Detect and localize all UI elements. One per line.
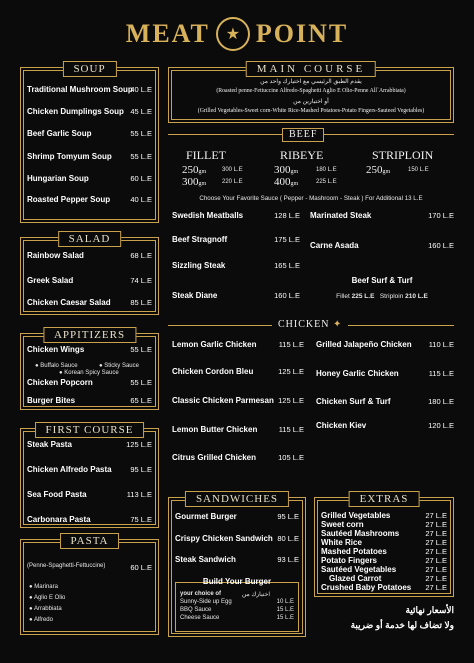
main-course-arabic-1: يقدم الطبق الرئيسي مع اختيارك واحد من bbox=[260, 79, 362, 85]
menu-item: Sweet corn 27 L.E bbox=[321, 520, 447, 529]
menu-item: Sea Food Pasta 113 L.E bbox=[27, 490, 152, 499]
main-course-arabic-2: أو اختيارين من bbox=[293, 99, 329, 105]
brand-name-right: POINT bbox=[255, 19, 349, 48]
menu-item: Crushed Baby Potatoes 27 L.E bbox=[321, 583, 447, 592]
menu-item: Gourmet Burger 95 L.E bbox=[175, 512, 299, 521]
pasta-sauce: ● Aglio E Olio bbox=[29, 595, 66, 601]
salad-title: SALAD bbox=[58, 231, 122, 247]
sauce-option: ● Korean Spicy Sauce bbox=[59, 370, 119, 376]
menu-item: Marinated Steak 170 L.E bbox=[310, 211, 454, 220]
extras-title: EXTRAS bbox=[349, 491, 420, 507]
menu-item: Chicken Alfredo Pasta 95 L.E bbox=[27, 465, 152, 474]
soup-section bbox=[20, 63, 159, 223]
menu-item: Potato Fingers 27 L.E bbox=[321, 556, 447, 565]
beef-weight: 300gm bbox=[274, 164, 299, 176]
appetizers-title: APPITIZERS bbox=[43, 327, 136, 343]
main-course-title: MAIN COURSE bbox=[246, 61, 376, 77]
menu-item: Lemon Butter Chicken 115 L.E bbox=[172, 425, 304, 434]
menu-item: Carbonara Pasta 75 L.E bbox=[27, 515, 152, 524]
menu-item: Mashed Potatoes 27 L.E bbox=[321, 547, 447, 556]
menu-item: Chicken Dumplings Soup 45 L.E bbox=[27, 107, 152, 116]
menu-item: Swedish Meatballs 128 L.E bbox=[172, 211, 300, 220]
beef-weight: 250gm bbox=[366, 164, 391, 176]
extras-section bbox=[314, 493, 454, 597]
pasta-types: (Penne-Spaghetti-Fettuccine) 60 L.E bbox=[27, 563, 152, 572]
menu-item: Greek Salad 74 L.E bbox=[27, 276, 152, 285]
menu-item: Sautéed Mashrooms 27 L.E bbox=[321, 529, 447, 538]
sandwiches-title: SANDWICHES bbox=[185, 491, 289, 507]
beef-price: 150 L.E bbox=[408, 167, 429, 173]
menu-item: Classic Chicken Parmesan 125 L.E bbox=[172, 396, 304, 405]
sauce-choice-line: Choose Your Favorite Sauce ( Pepper - Mashroom - Steak ) For Additional 13 L.E bbox=[199, 195, 423, 202]
beef-cut-name: RIBEYE bbox=[280, 148, 324, 162]
menu-item: Grilled Vegetables 27 L.E bbox=[321, 511, 447, 520]
first-course-title: FIRST COURSE bbox=[35, 422, 145, 438]
menu-item: Sizzling Steak 165 L.E bbox=[172, 261, 300, 270]
first-course-section bbox=[20, 424, 159, 528]
beef-cut-name: FILLET bbox=[186, 148, 226, 162]
no-tax-note: ولا تضاف لها خدمة أو ضريبة bbox=[350, 620, 454, 630]
menu-item: Chicken Kiev 120 L.E bbox=[316, 421, 454, 430]
menu-item: Chicken Surf & Turf 180 L.E bbox=[316, 397, 454, 406]
beef-weight: 250gm bbox=[182, 164, 207, 176]
beef-cut-name: STRIPLOIN bbox=[372, 148, 434, 162]
beef-price: 225 L.E bbox=[316, 179, 337, 185]
menu-item: Hungarian Soup 60 L.E bbox=[27, 174, 152, 183]
menu-item: Chicken Cordon Bleu 125 L.E bbox=[172, 367, 304, 376]
menu-item: Beef Stragnoff 175 L.E bbox=[172, 235, 300, 244]
beef-price: 300 L.E bbox=[222, 167, 243, 173]
brand-name-left: MEAT bbox=[125, 19, 210, 48]
menu-item: Crispy Chicken Sandwich 80 L.E bbox=[175, 534, 299, 543]
menu-item: Rainbow Salad 68 L.E bbox=[27, 251, 152, 260]
burger-addon: Cheese Sauce 15 L.E bbox=[180, 615, 294, 621]
chicken-title: CHICKEN ✦ bbox=[272, 319, 348, 331]
menu-item: Grilled Jalapeño Chicken 110 L.E bbox=[316, 340, 454, 349]
pasta-sauce: ● Alfredo bbox=[29, 617, 53, 623]
beef-weight: 400gm bbox=[274, 176, 299, 188]
sandwiches-section bbox=[168, 493, 306, 637]
build-your-burger-title: Build Your Burger bbox=[202, 577, 272, 586]
sauce-option: ● Buffalo Sauce bbox=[35, 363, 78, 369]
menu-item: Citrus Grilled Chicken 105 L.E bbox=[172, 453, 304, 462]
surf-turf-prices: Fillet 225 L.E Striploin 210 L.E bbox=[336, 293, 428, 300]
menu-item: Burger Bites 65 L.E bbox=[27, 396, 152, 405]
beef-weight: 300gm bbox=[182, 176, 207, 188]
main-course-sides-2: (Grilled Vegetables-Sweet corn-White Rice-Mashed Potatoes-Potato Fingers-Sauteed Vegetables) bbox=[197, 108, 425, 114]
pasta-sauce: ● Marinara bbox=[29, 584, 58, 590]
surf-turf-title: Beef Surf & Turf bbox=[351, 276, 413, 285]
brand-header bbox=[0, 4, 474, 64]
menu-item: Shrimp Tomyum Soup 55 L.E bbox=[27, 152, 152, 161]
menu-item: Lemon Garlic Chicken 115 L.E bbox=[172, 340, 304, 349]
choice-title-arabic: اختيارك من bbox=[241, 592, 270, 598]
salad-section bbox=[20, 233, 159, 315]
pasta-title: PASTA bbox=[60, 533, 120, 549]
burger-addon: BBQ Sauce 15 L.E bbox=[180, 607, 294, 613]
burger-addon: Sunny-Side up Egg 10 L.E bbox=[180, 599, 294, 605]
sauce-option: ● Sticky Sauce bbox=[99, 363, 139, 369]
prices-final-note: الأسعار نهائية bbox=[405, 605, 454, 615]
menu-item: Steak Pasta 125 L.E bbox=[27, 440, 152, 449]
appetizers-section bbox=[20, 329, 159, 410]
build-your-burger-box bbox=[175, 577, 299, 632]
main-course-section bbox=[168, 63, 454, 123]
menu-item: Traditional Mushroom Soup 40 L.E bbox=[27, 85, 152, 94]
menu-item: Chicken Popcorn 55 L.E bbox=[27, 378, 152, 387]
pasta-section bbox=[20, 535, 159, 635]
beef-price: 180 L.E bbox=[316, 167, 337, 173]
choice-title: your choice of bbox=[180, 591, 222, 597]
menu-item: Honey Garlic Chicken 115 L.E bbox=[316, 369, 454, 378]
menu-item: Sautéed Vegetables 27 L.E bbox=[321, 565, 447, 574]
beef-price: 220 L.E bbox=[222, 179, 243, 185]
menu-item: Glazed Carrot 27 L.E bbox=[329, 574, 447, 583]
menu-item: Beef Garlic Soup 55 L.E bbox=[27, 129, 152, 138]
menu-item: Chicken Caesar Salad 85 L.E bbox=[27, 298, 152, 307]
menu-item: White Rice 27 L.E bbox=[321, 538, 447, 547]
rooster-icon: ✦ bbox=[332, 319, 343, 330]
pasta-sauce: ● Arrabbiata bbox=[29, 606, 62, 612]
menu-item: Roasted Pepper Soup 40 L.E bbox=[27, 195, 152, 204]
menu-item: Carne Asada 160 L.E bbox=[310, 241, 454, 250]
main-course-sides-1: (Roasted penne-Fettuccine Alfredo-Spaghetti Aglio E Olio-Penne All`Arrabbiata) bbox=[216, 88, 406, 94]
soup-title: SOUP bbox=[62, 61, 116, 77]
menu-item: Steak Diane 160 L.E bbox=[172, 291, 300, 300]
menu-item: Chicken Wings 55 L.E bbox=[27, 345, 152, 354]
menu-item: Steak Sandwich 93 L.E bbox=[175, 555, 299, 564]
bull-logo-icon: ★ bbox=[216, 17, 250, 51]
beef-title: BEEF bbox=[282, 128, 324, 142]
